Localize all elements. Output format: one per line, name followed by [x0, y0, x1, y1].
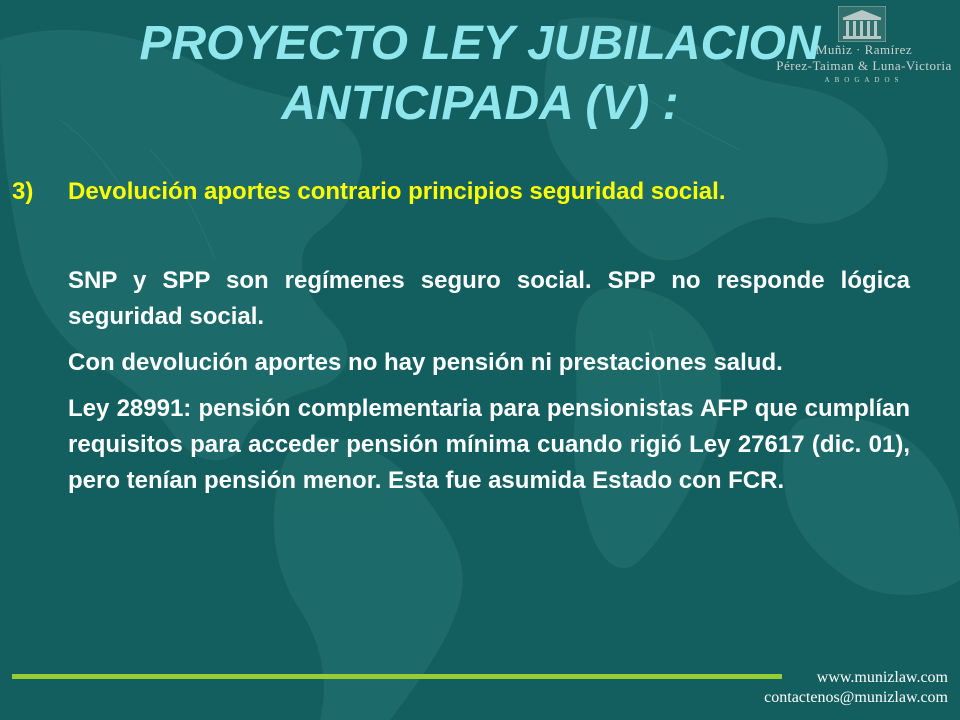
footer-divider	[12, 674, 782, 679]
footer-website[interactable]: www.munizlaw.com	[816, 669, 948, 686]
slide-title-line-1: PROYECTO LEY JUBILACION	[139, 17, 821, 70]
footer-contact	[764, 668, 948, 708]
footer-email[interactable]: contactenos@munizlaw.com	[764, 689, 948, 706]
numbered-point	[12, 174, 910, 210]
slide-body	[12, 174, 910, 499]
paragraph-3: Ley 28991: pensión complementaria para pensionistas AFP que cumplían requisitos para acceder pensión mínima cuando rigió Ley 27617 (dic. 01), pero tenían pensión menor. Esta fue asumida Estado con FCR.	[68, 395, 910, 494]
logo-line-names-2: Pérez-Taiman & Luna-Victoria	[776, 58, 952, 73]
logo-line-abogados: ABOGADOS	[824, 76, 904, 84]
logo-line-names: Muñiz · Ramírez	[815, 42, 913, 57]
point-text: Devolución aportes contrario principios seguridad social.	[68, 178, 726, 205]
paragraph-2: Con devolución aportes no hay pensión ni prestaciones salud.	[68, 349, 783, 376]
point-number: 3)	[12, 178, 34, 205]
paragraph-1: SNP y SPP son regímenes seguro social. SPP no responde lógica seguridad social.	[68, 267, 910, 330]
slide-title-line-2: ANTICIPADA (V) :	[281, 77, 679, 130]
slide-title	[60, 14, 900, 134]
